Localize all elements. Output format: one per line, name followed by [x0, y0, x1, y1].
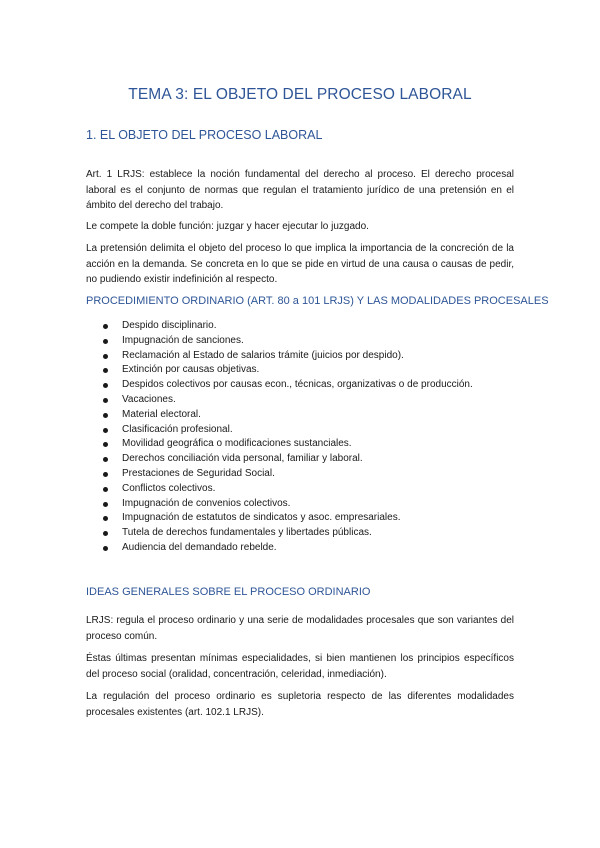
list-item: Extinción por causas objetivas.	[86, 363, 526, 378]
list-item: Prestaciones de Seguridad Social.	[86, 467, 526, 482]
bullet-icon	[103, 428, 108, 433]
bullet-icon	[103, 457, 108, 462]
bullet-icon	[103, 516, 108, 521]
bullet-icon	[103, 546, 108, 551]
list-item: Movilidad geográfica o modificaciones sustanciales.	[86, 437, 526, 452]
bullet-icon	[103, 531, 108, 536]
section-heading-procedimiento: PROCEDIMIENTO ORDINARIO (ART. 80 a 101 LRJS) Y LAS MODALIDADES PROCESALES	[86, 295, 549, 307]
bullet-icon	[103, 354, 108, 359]
paragraph-art1: Art. 1 LRJS: establece la noción fundamental del derecho al proceso. El derecho procesal laboral es el conjunto de normas que regulan el tratamiento jurídico de una pretensión en el ámbito del derecho del trabajo.	[86, 169, 514, 211]
list-item: Vacaciones.	[86, 393, 526, 408]
document-title: TEMA 3: EL OBJETO DEL PROCESO LABORAL	[128, 86, 472, 103]
list-item: Conflictos colectivos.	[86, 482, 526, 497]
list-item: Impugnación de convenios colectivos.	[86, 497, 526, 512]
paragraph-doble-funcion: Le compete la doble función: juzgar y hacer ejecutar lo juzgado.	[86, 221, 369, 232]
paragraph-pretension: La pretensión delimita el objeto del proceso lo que implica la importancia de la concreción de la acción en la demanda. Se concreta en lo que se pide en virtud de una causa o causas de pedir, no pudiendo existir indefinición al respecto.	[86, 243, 514, 285]
modalidades-list	[86, 319, 526, 556]
list-item: Despidos colectivos por causas econ., técnicas, organizativas o de producción.	[86, 378, 526, 393]
bullet-icon	[103, 368, 108, 373]
paragraph-lrjs: LRJS: regula el proceso ordinario y una serie de modalidades procesales que son variantes del proceso común.	[86, 615, 514, 642]
bullet-icon	[103, 398, 108, 403]
section-heading-ideas: IDEAS GENERALES SOBRE EL PROCESO ORDINARIO	[86, 586, 371, 598]
list-item: Clasificación profesional.	[86, 423, 526, 438]
list-item: Material electoral.	[86, 408, 526, 423]
bullet-icon	[103, 487, 108, 492]
bullet-icon	[103, 324, 108, 329]
bullet-icon	[103, 383, 108, 388]
list-item: Impugnación de estatutos de sindicatos y asoc. empresariales.	[86, 511, 526, 526]
paragraph-especialidades: Éstas últimas presentan mínimas especialidades, si bien mantienen los principios específicos del proceso social (oralidad, concentración, celeridad, inmediación).	[86, 653, 514, 680]
bullet-icon	[103, 442, 108, 447]
bullet-icon	[103, 339, 108, 344]
bullet-icon	[103, 472, 108, 477]
paragraph-supletoria: La regulación del proceso ordinario es supletoria respecto de las diferentes modalidades procesales existentes (art. 102.1 LRJS).	[86, 691, 514, 718]
bullet-icon	[103, 502, 108, 507]
list-item: Derechos conciliación vida personal, familiar y laboral.	[86, 452, 526, 467]
list-item: Despido disciplinario.	[86, 319, 526, 334]
list-item: Audiencia del demandado rebelde.	[86, 541, 526, 556]
section-heading-objeto: 1. EL OBJETO DEL PROCESO LABORAL	[86, 128, 323, 142]
list-item: Impugnación de sanciones.	[86, 334, 526, 349]
bullet-icon	[103, 413, 108, 418]
list-item: Reclamación al Estado de salarios trámite (juicios por despido).	[86, 349, 526, 364]
list-item: Tutela de derechos fundamentales y libertades públicas.	[86, 526, 526, 541]
